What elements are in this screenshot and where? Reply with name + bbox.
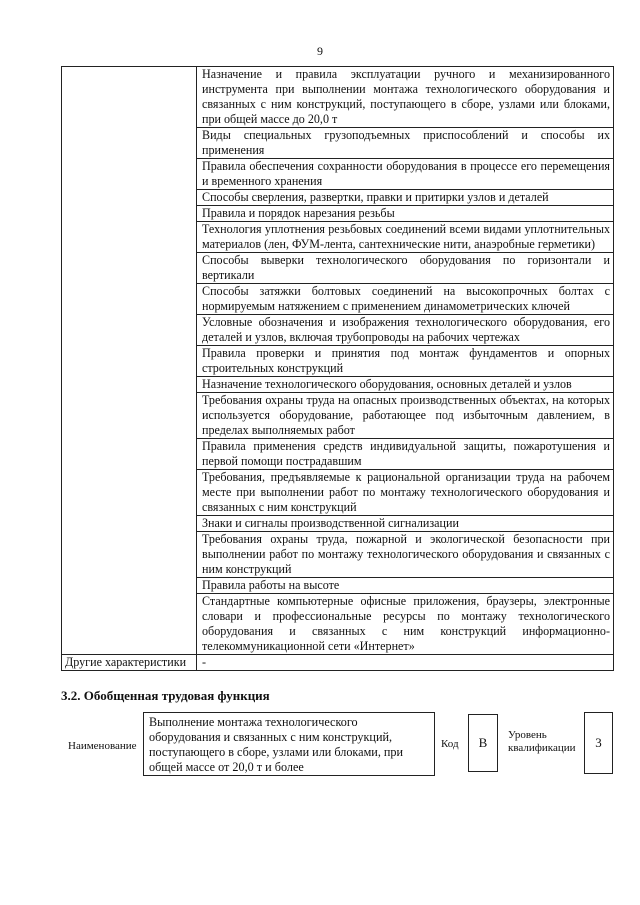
knowledge-item: Правила и порядок нарезания резьбы: [197, 206, 614, 222]
level-value-box: 3: [584, 712, 613, 774]
knowledge-item: Правила проверки и принятия под монтаж фундаментов и опорных строительных конструкций: [197, 346, 614, 377]
knowledge-item: Способы затяжки болтовых соединений на высокопрочных болтах с нормируемым натяжением с применением динамометрических ключей: [197, 284, 614, 315]
knowledge-item: Знаки и сигналы производственной сигнализации: [197, 516, 614, 532]
code-label: Код: [441, 738, 459, 750]
knowledge-item: Способы сверления, развертки, правки и притирки узлов и деталей: [197, 190, 614, 206]
level-label: Уровень квалификации: [508, 729, 576, 754]
section-title: 3.2. Обобщенная трудовая функция: [61, 688, 270, 703]
knowledge-item: Требования охраны труда на опасных производственных объектах, на которых используется оборудование, работающее под избыточным давлением, в пределах выполняемых работ: [197, 393, 614, 439]
page-number: 9: [317, 44, 323, 58]
name-label: Наименование: [68, 740, 137, 752]
knowledge-item: Назначение технологического оборудования, основных деталей и узлов: [197, 377, 614, 393]
knowledge-item: Правила применения средств индивидуальной защиты, пожаротушения и первой помощи пострадавшим: [197, 439, 614, 470]
code-value-box: B: [468, 714, 498, 772]
knowledge-item: Условные обозначения и изображения технологического оборудования, его деталей и узлов, включая трубопроводы на рабочих чертежах: [197, 315, 614, 346]
knowledge-item: Виды специальных грузоподъемных приспособлений и способы их применения: [197, 128, 614, 159]
knowledge-item: Назначение и правила эксплуатации ручного и механизированного инструмента при выполнении монтажа технологического оборудования и связанных с ним конструкций, поступающего в сборе, узлами или блоками, при общей массе до 20,0 т: [197, 67, 614, 128]
knowledge-item: Правила работы на высоте: [197, 578, 614, 594]
knowledge-item: Правила обеспечения сохранности оборудования в процессе его перемещения и временного хранения: [197, 159, 614, 190]
knowledge-item: Требования охраны труда, пожарной и экологической безопасности при выполнении работ по монтажу технологического оборудования и связанных с ним конструкций: [197, 532, 614, 578]
knowledge-item: Требования, предъявляемые к рациональной организации труда на рабочем месте при выполнении работ по монтажу технологического оборудования и связанных с ним конструкций: [197, 470, 614, 516]
knowledge-item: Стандартные компьютерные офисные приложения, браузеры, электронные словари и профессиональные ресурсы по монтажу технологического оборудования и связанных с ним конструкций информационно-телекоммуникационной сети «Интернет»: [197, 594, 614, 655]
other-characteristics-value: -: [197, 655, 614, 671]
knowledge-item: Способы выверки технологического оборудования по горизонтали и вертикали: [197, 253, 614, 284]
knowledge-label-cell: [62, 67, 197, 655]
table-row: [62, 67, 614, 128]
function-name-box: Выполнение монтажа технологического оборудования и связанных с ним конструкций, поступающего в сборе, узлами или блоками, при общей массе от 20,0 т и более: [143, 712, 435, 776]
knowledge-table: [61, 66, 614, 671]
other-characteristics-label: Другие характеристики: [62, 655, 197, 671]
knowledge-item: Технология уплотнения резьбовых соединений всеми видами уплотнительных материалов (лен, ФУМ-лента, сантехнические нити, анаэробные герметики): [197, 222, 614, 253]
table-row: [62, 655, 614, 671]
